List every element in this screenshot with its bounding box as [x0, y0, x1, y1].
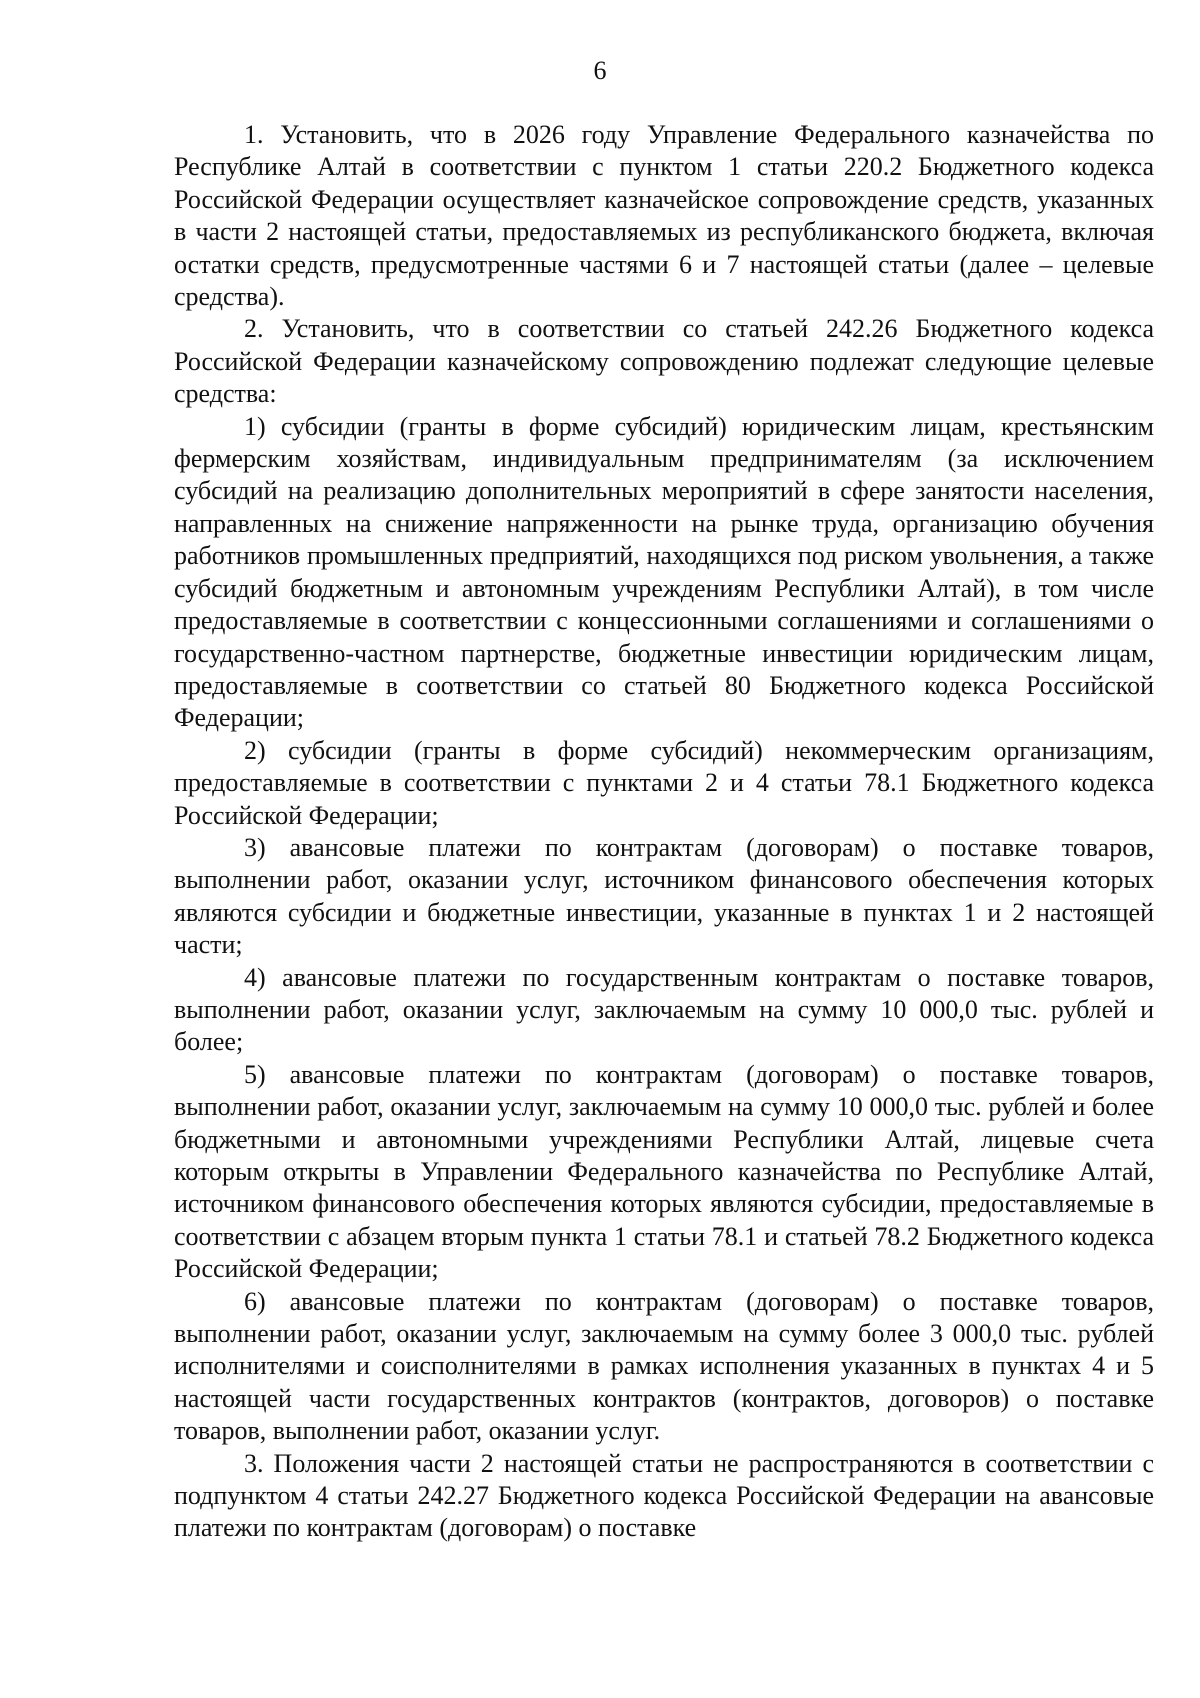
- paragraph-part-1: 1. Установить, что в 2026 году Управление Федерального казначейства по Республике Алтай в соответствии с пунктом 1 статьи 220.2 Бюджетного кодекса Российской Федерации осуществляет казначейское сопровождение средств, указанных в части 2 настоящей статьи, предоставляемых из республиканского бюджета, включая остатки средств, предусмотренные частями 6 и 7 настоящей статьи (далее – целевые средства).: [174, 120, 1154, 312]
- list-item-6: 6) авансовые платежи по контрактам (договорам) о поставке товаров, выполнении работ, оказании услуг, заключаемым на сумму более 3 000,0 тыс. рублей исполнителями и соисполнителями в рамках исполнения указанных в пунктах 4 и 5 настоящей части государственных контрактов (контрактов, договоров) о поставке товаров, выполнении работ, оказании услуг.: [174, 1286, 1154, 1446]
- list-item-4: 4) авансовые платежи по государственным контрактам о поставке товаров, выполнении работ, оказании услуг, заключаемым на сумму 10 000,0 тыс. рублей и более;: [174, 962, 1154, 1057]
- list-item-5: 5) авансовые платежи по контрактам (договорам) о поставке товаров, выполнении работ, оказании услуг, заключаемым на сумму 10 000,0 тыс. рублей и более бюджетными и автономными учреждениями Республики Алтай, лицевые счета которым открыты в Управлении Федерального казначейства по Республике Алтай, источником финансового обеспечения которых являются субсидии, предоставляемые в соответствии с абзацем вторым пункта 1 статьи 78.1 и статьей 78.2 Бюджетного кодекса Российской Федерации;: [174, 1059, 1154, 1284]
- list-item-1: 1) субсидии (гранты в форме субсидий) юридическим лицам, крестьянским фермерским хозяйствам, индивидуальным предпринимателям (за исключением субсидий на реализацию дополнительных мероприятий в сфере занятости населения, направленных на снижение напряженности на рынке труда, организацию обучения работников промышленных предприятий, находящихся под риском увольнения, а также субсидий бюджетным и автономным учреждениям Республики Алтай), в том числе предоставляемые в соответствии с концессионными соглашениями и соглашениями о государственно-частном партнерстве, бюджетные инвестиции юридическим лицам, предоставляемые в соответствии со статьей 80 Бюджетного кодекса Российской Федерации;: [174, 411, 1154, 733]
- document-body: [174, 119, 1154, 1545]
- list-item-3: 3) авансовые платежи по контрактам (договорам) о поставке товаров, выполнении работ, оказании услуг, источником финансового обеспечения которых являются субсидии и бюджетные инвестиции, указанные в пунктах 1 и 2 настоящей части;: [174, 832, 1154, 960]
- paragraph-part-3: 3. Положения части 2 настоящей статьи не распространяются в соответствии с подпунктом 4 статьи 242.27 Бюджетного кодекса Российской Федерации на авансовые платежи по контрактам (договорам) о поставке: [174, 1448, 1154, 1543]
- paragraph-part-2: 2. Установить, что в соответствии со статьей 242.26 Бюджетного кодекса Российской Федерации казначейскому сопровождению подлежат следующие целевые средства:: [174, 314, 1154, 409]
- page-number: 6: [593, 56, 607, 85]
- list-item-2: 2) субсидии (гранты в форме субсидий) некоммерческим организациям, предоставляемые в соответствии с пунктами 2 и 4 статьи 78.1 Бюджетного кодекса Российской Федерации;: [174, 735, 1154, 830]
